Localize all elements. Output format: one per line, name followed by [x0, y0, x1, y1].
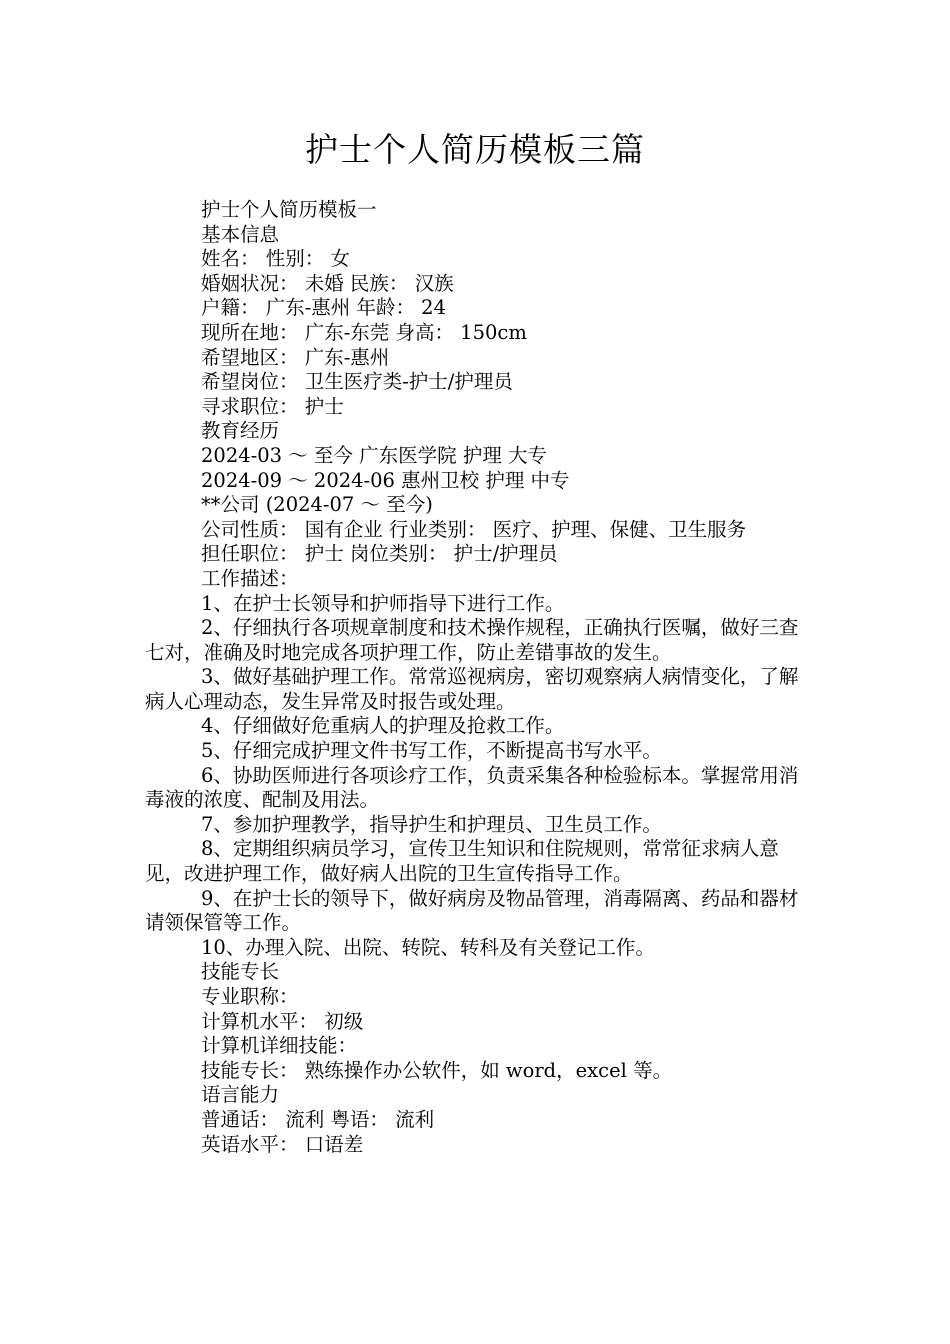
work-duty-item: 1、在护士长领导和护师指导下进行工作。	[201, 591, 565, 615]
section-heading-resume-one: 护士个人简历模板一	[201, 198, 377, 221]
field-hukou-age: 户籍： 广东-惠州 年龄： 24	[201, 296, 446, 320]
field-location-height: 现所在地： 广东-东莞 身高： 150cm	[201, 320, 527, 344]
education-entry: 2024-09 ～ 2024-06 惠州卫校 护理 中专	[201, 468, 570, 492]
field-computer-level: 计算机水平： 初级	[201, 1009, 364, 1033]
work-duty-item: 8、定期组织病员学习，宣传卫生知识和住院规则，常常征求病人意见，改进护理工作，做好病人出院的卫生宣传指导工作。	[145, 837, 779, 886]
work-duty-item: 6、协助医师进行各项诊疗工作，负责采集各种检验标本。掌握常用消毒液的浓度、配制及用法。	[145, 763, 799, 812]
work-duty-item: 3、做好基础护理工作。常常巡视病房，密切观察病人病情变化，了解病人心理动态，发生异常及时报告或处理。	[145, 665, 799, 713]
field-professional-title: 专业职称：	[201, 985, 299, 1008]
section-heading-skills: 技能专长	[201, 960, 280, 984]
section-heading-education: 教育经历	[201, 419, 280, 443]
work-duty-item: 4、仔细做好危重病人的护理及抢救工作。	[201, 714, 565, 738]
field-skill-specialty: 技能专长： 熟练操作办公软件，如 word，excel 等。	[201, 1058, 673, 1082]
education-entry: 2024-03 ～ 至今 广东医学院 护理 大专	[201, 443, 548, 467]
work-duty-item: 2、仔细执行各项规章制度和技术操作规程，正确执行医嘱，做好三查七对，准确及时地完成各项护理工作，防止差错事故的发生。	[145, 616, 799, 664]
section-heading-basic-info: 基本信息	[201, 222, 280, 246]
work-duty-item: 7、参加护理教学，指导护生和护理员、卫生员工作。	[201, 812, 662, 836]
work-duty-item: 10、办理入院、出院、转院、转科及有关登记工作。	[201, 935, 655, 959]
work-company-line: **公司 (2024-07 ～ 至今)	[201, 493, 433, 517]
field-seeking-position: 寻求职位： 护士	[201, 394, 344, 418]
document-title: 护士个人简历模板三篇	[305, 130, 645, 169]
field-mandarin-cantonese: 普通话： 流利 粤语： 流利	[201, 1107, 435, 1131]
field-desired-region: 希望地区： 广东-惠州	[201, 345, 390, 369]
work-description-heading: 工作描述：	[201, 566, 299, 590]
field-computer-skills: 计算机详细技能：	[201, 1034, 358, 1058]
field-job-title-category: 担任职位： 护士 岗位类别： 护士/护理员	[201, 542, 558, 566]
field-company-nature-industry: 公司性质： 国有企业 行业类别： 医疗、护理、保健、卫生服务	[201, 517, 747, 541]
field-english-level: 英语水平： 口语差	[201, 1132, 364, 1156]
field-marital-ethnicity: 婚姻状况： 未婚 民族： 汉族	[201, 271, 454, 295]
work-duty-item: 9、在护士长的领导下，做好病房及物品管理，消毒隔离、药品和器材请领保管等工作。	[145, 886, 799, 935]
section-heading-languages: 语言能力	[201, 1083, 280, 1107]
document-body	[145, 198, 807, 1157]
work-duty-item: 5、仔细完成护理文件书写工作，不断提高书写水平。	[201, 739, 662, 763]
field-name-gender: 姓名： 性别： 女	[201, 247, 350, 271]
field-desired-post: 希望岗位： 卫生医疗类-护士/护理员	[201, 370, 513, 394]
